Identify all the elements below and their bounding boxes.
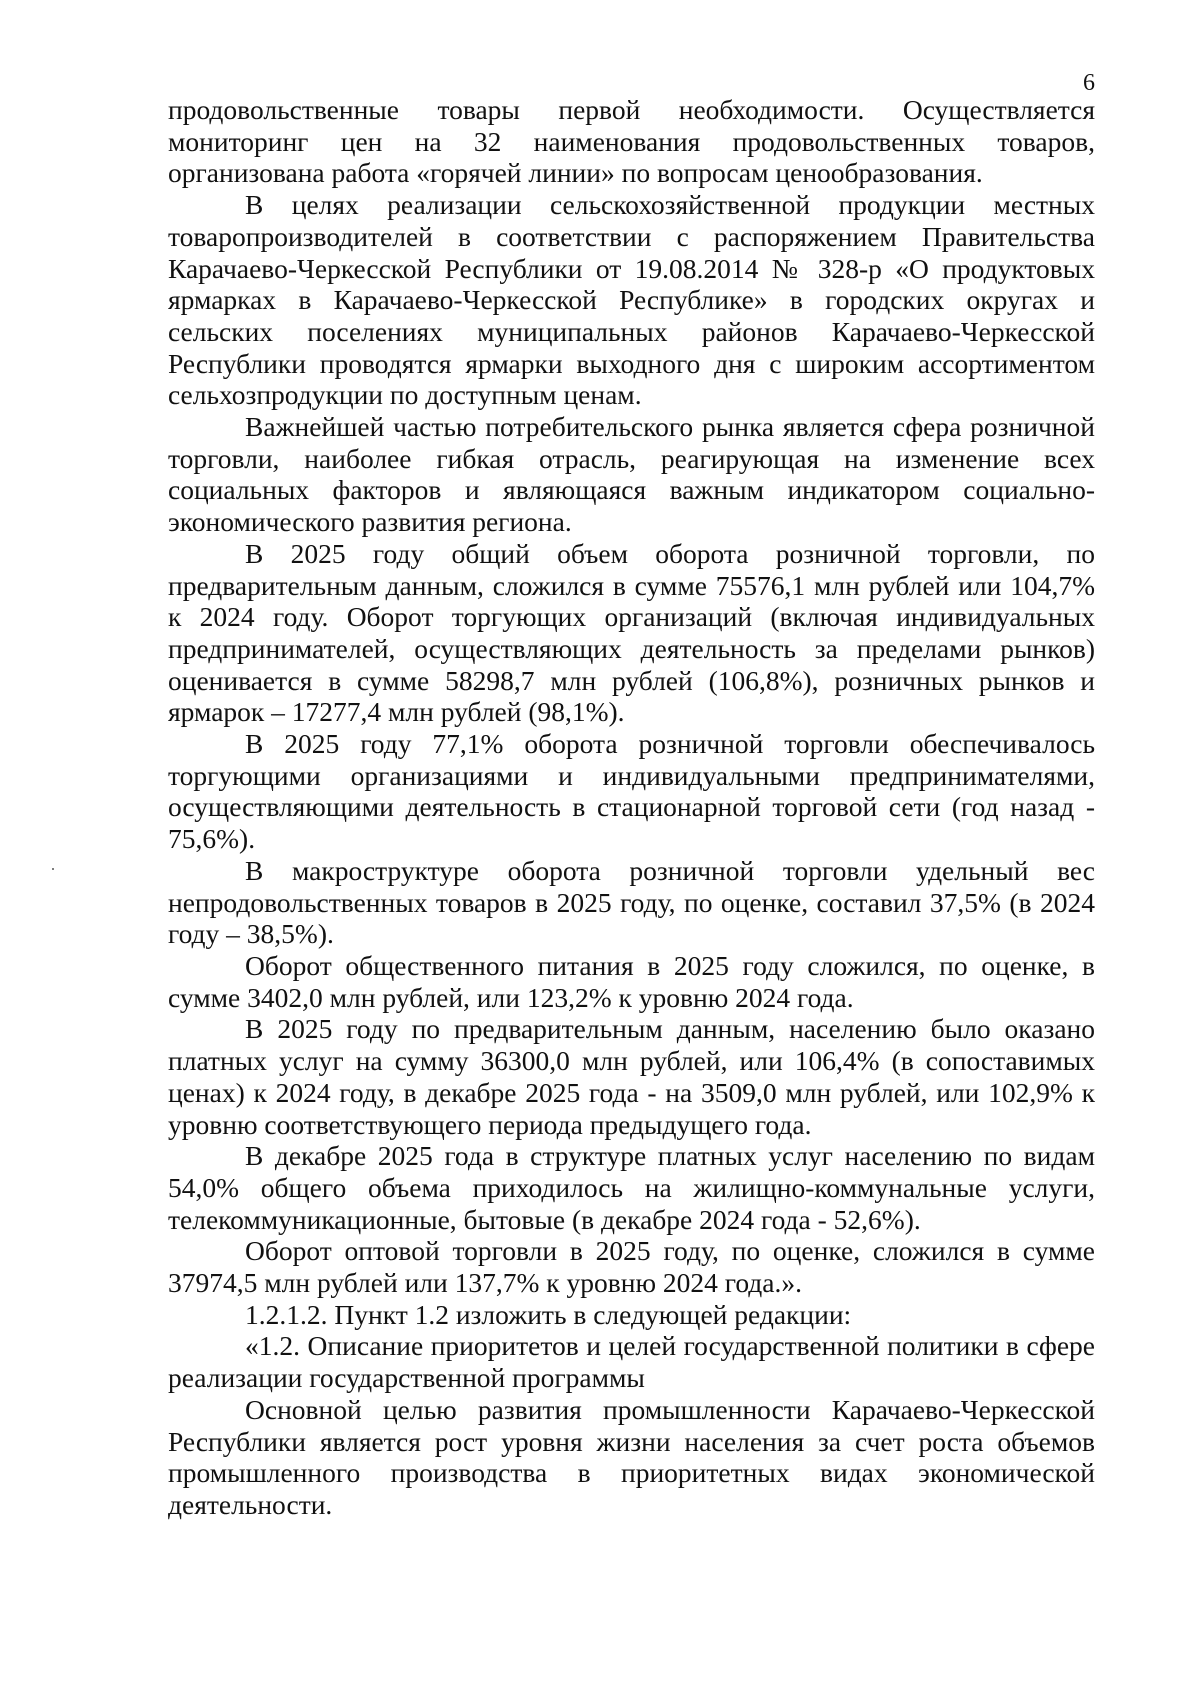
paragraph: В 2025 году по предварительным данным, населению было оказано платных услуг на сумму 36300,0 млн рублей, или 106,4% (в сопоставимых ценах) к 2024 году, в декабре 2025 года - на 3509,0 млн рублей, или 102,9% к уровню соответствующего периода предыдущего года. [168,1013,1095,1140]
paragraph: продовольственные товары первой необходимости. Осуществляется мониторинг цен на 32 наименования продовольственных товаров, организована работа «горячей линии» по вопросам ценообразования. [168,94,1095,189]
paragraph: 1.2.1.2. Пункт 1.2 изложить в следующей редакции: [245,1298,852,1330]
paragraph: Основной целью развития промышленности Карачаево-Черкесской Республики является рост уровня жизни населения за счет роста объемов промышленного производства в приоритетных видах экономической деятельности. [168,1393,1095,1520]
paragraph: «1.2. Описание приоритетов и целей государственной политики в сфере реализации государственной программы [168,1330,1095,1394]
page-number: 6 [1083,70,1095,96]
paragraph: В целях реализации сельскохозяйственной продукции местных товаропроизводителей в соответствии с распоряжением Правительства Карачаево-Черкесской Республики от 19.08.2014 № 328-р «О продуктовых ярмарках в Карачаево-Черкесской Республике» в городских округах и сельских поселениях муниципальных районов Карачаево-Черкесской Республики проводятся ярмарки выходного дня с широким ассортиментом сельхозпродукции по доступным ценам. [168,189,1095,411]
paragraph: В 2025 году общий объем оборота розничной торговли, по предварительным данным, сложился в сумме 75576,1 млн рублей или 104,7% к 2024 году. Оборот торгующих организаций (включая индивидуальных предпринимателей, осуществляющих деятельность за пределами рынков) оценивается в сумме 58298,7 млн рублей (106,8%), розничных рынков и ярмарок – 17277,4 млн рублей (98,1%). [168,537,1095,728]
paragraph: Важнейшей частью потребительского рынка является сфера розничной торговли, наиболее гибкая отрасль, реагирующая на изменение всех социальных факторов и являющаяся важным индикатором социально-экономического развития региона. [168,411,1095,538]
paragraph: Оборот общественного питания в 2025 году сложился, по оценке, в сумме 3402,0 млн рублей, или 123,2% к уровню 2024 года. [168,949,1095,1013]
scan-speck [52,868,54,870]
paragraph: В макроструктуре оборота розничной торговли удельный вес непродовольственных товаров в 2025 году, по оценке, составил 37,5% (в 2024 году – 38,5%). [168,854,1095,950]
paragraph: Оборот оптовой торговли в 2025 году, по оценке, сложился в сумме 37974,5 млн рублей или 137,7% к уровню 2024 года.». [168,1235,1095,1299]
paragraph: В декабре 2025 года в структуре платных услуг населению по видам 54,0% общего объема приходилось на жилищно-коммунальные услуги, телекоммуникационные, бытовые (в декабре 2024 года - 52,6%). [168,1140,1095,1235]
document-body [168,94,1095,1521]
paragraph: В 2025 году 77,1% оборота розничной торговли обеспечивалось торгующими организациями и индивидуальными предпринимателями, осуществляющими деятельность в стационарной торговой сети (год назад - 75,6%). [168,728,1095,855]
